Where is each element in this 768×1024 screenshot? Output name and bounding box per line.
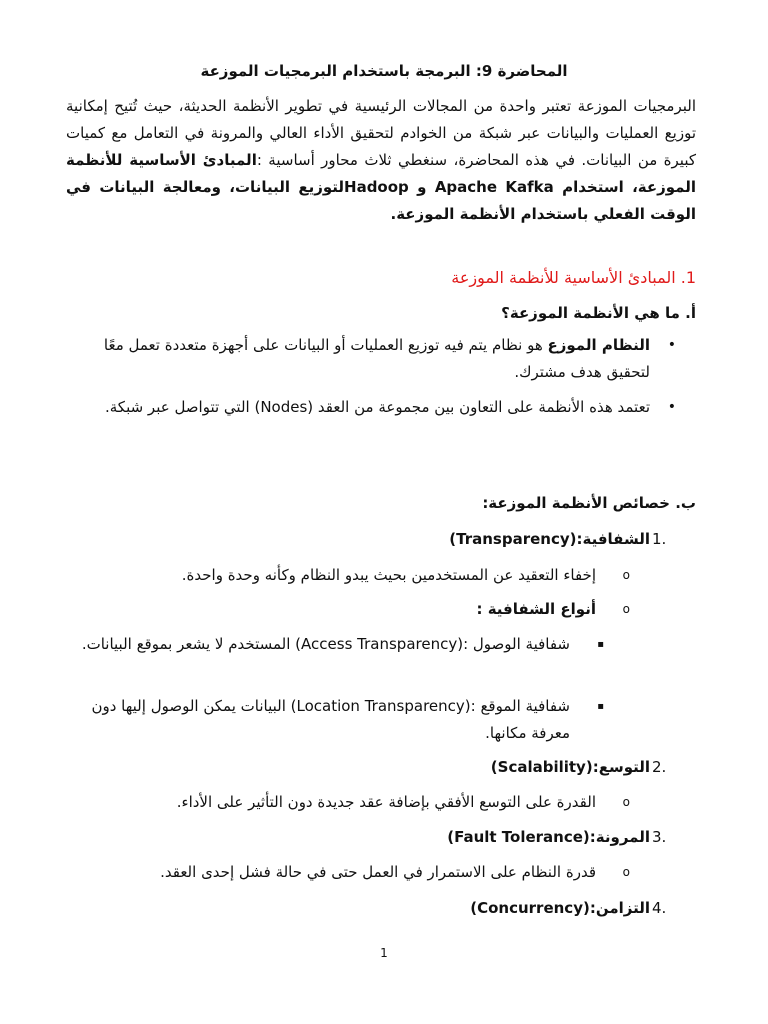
- transparency-description: [66, 562, 696, 588]
- item-label: التوسع:(Scalability): [490, 758, 650, 776]
- page-number: 1: [380, 946, 388, 960]
- section-heading-principles: 1. المبادئ الأساسية للأنظمة الموزعة: [451, 268, 696, 287]
- property-concurrency: [66, 895, 696, 921]
- transparency-location: [66, 693, 696, 747]
- property-transparency: [66, 526, 696, 552]
- bullet-mark: •: [667, 399, 676, 415]
- transparency-access: [66, 631, 696, 658]
- subheading-properties: ب. خصائص الأنظمة الموزعة:: [482, 494, 696, 512]
- circle-bullet-icon: o: [622, 795, 630, 809]
- item-text: القدرة على التوسع الأفقي بإضافة عقد جديدة دون التأثير على الأداء.: [176, 793, 596, 811]
- item-number: 1.: [652, 530, 667, 548]
- property-scalability: [66, 754, 696, 780]
- bullet-definition: [76, 332, 696, 386]
- item-label: المرونة:(Fault Tolerance): [447, 828, 650, 846]
- square-bullet-icon: ▪: [597, 701, 604, 712]
- circle-bullet-icon: o: [622, 568, 630, 582]
- bullet-nodes: [76, 394, 696, 421]
- subheading-what-is: أ. ما هي الأنظمة الموزعة؟: [501, 304, 696, 322]
- intro-paragraph: [66, 93, 696, 228]
- intro-bold-text: المبادئ الأساسية للأنظمة الموزعة، استخدام Apache Kafka و Hadoopلتوزيع البيانات، ومعالجة البيانات في الوقت الفعلي باستخدام الأنظمة الموزعة.: [66, 151, 696, 223]
- intro-text: البرمجيات الموزعة تعتبر واحدة من المجالات الرئيسية في تطوير الأنظمة الحديثة، حيث تُتيح إمكانية توزيع العمليات والبيانات عبر شبكة من الخوادم لتحقيق الأداء العالي والمرونة في التعامل مع كميات كبيرة من البيانات. في هذه المحاضرة، سنغطي ثلاث محاور أساسية :: [66, 97, 697, 169]
- bullet-text: هو نظام يتم فيه توزيع العمليات أو البيانات على أجهزة متعددة تعمل معًا لتحقيق هدف مشترك.: [103, 336, 650, 381]
- item-text: شفافية الموقع :(Location Transparency) البيانات يمكن الوصول إليها دون معرفة مكانها.: [91, 697, 570, 742]
- item-number: 3.: [652, 828, 667, 846]
- bullet-text: تعتمد هذه الأنظمة على التعاون بين مجموعة من العقد (Nodes) التي تتواصل عبر شبكة.: [104, 398, 650, 416]
- property-fault-tolerance: [66, 824, 696, 850]
- circle-bullet-icon: o: [622, 602, 630, 616]
- square-bullet-icon: ▪: [597, 639, 604, 650]
- bullet-bold: النظام الموزع: [547, 336, 650, 354]
- item-number: 2.: [652, 758, 667, 776]
- bullet-mark: •: [667, 337, 676, 353]
- item-number: 4.: [652, 899, 667, 917]
- item-text: أنواع الشفافية :: [476, 600, 596, 618]
- item-label: الشفافية:(Transparency): [449, 530, 650, 548]
- item-text: قدرة النظام على الاستمرار في العمل حتى في حالة فشل إحدى العقد.: [160, 863, 596, 881]
- circle-bullet-icon: o: [622, 865, 630, 879]
- scalability-description: [66, 789, 696, 815]
- item-text: شفافية الوصول :(Access Transparency) المستخدم لا يشعر بموقع البيانات.: [81, 635, 570, 653]
- item-text: إخفاء التعقيد عن المستخدمين بحيث يبدو النظام وكأنه وحدة واحدة.: [181, 566, 596, 584]
- item-label: التزامن:(Concurrency): [470, 899, 650, 917]
- lecture-title: المحاضرة 9: البرمجة باستخدام البرمجيات الموزعة: [200, 62, 568, 80]
- transparency-types: [66, 596, 696, 622]
- fault-tolerance-description: [66, 859, 696, 885]
